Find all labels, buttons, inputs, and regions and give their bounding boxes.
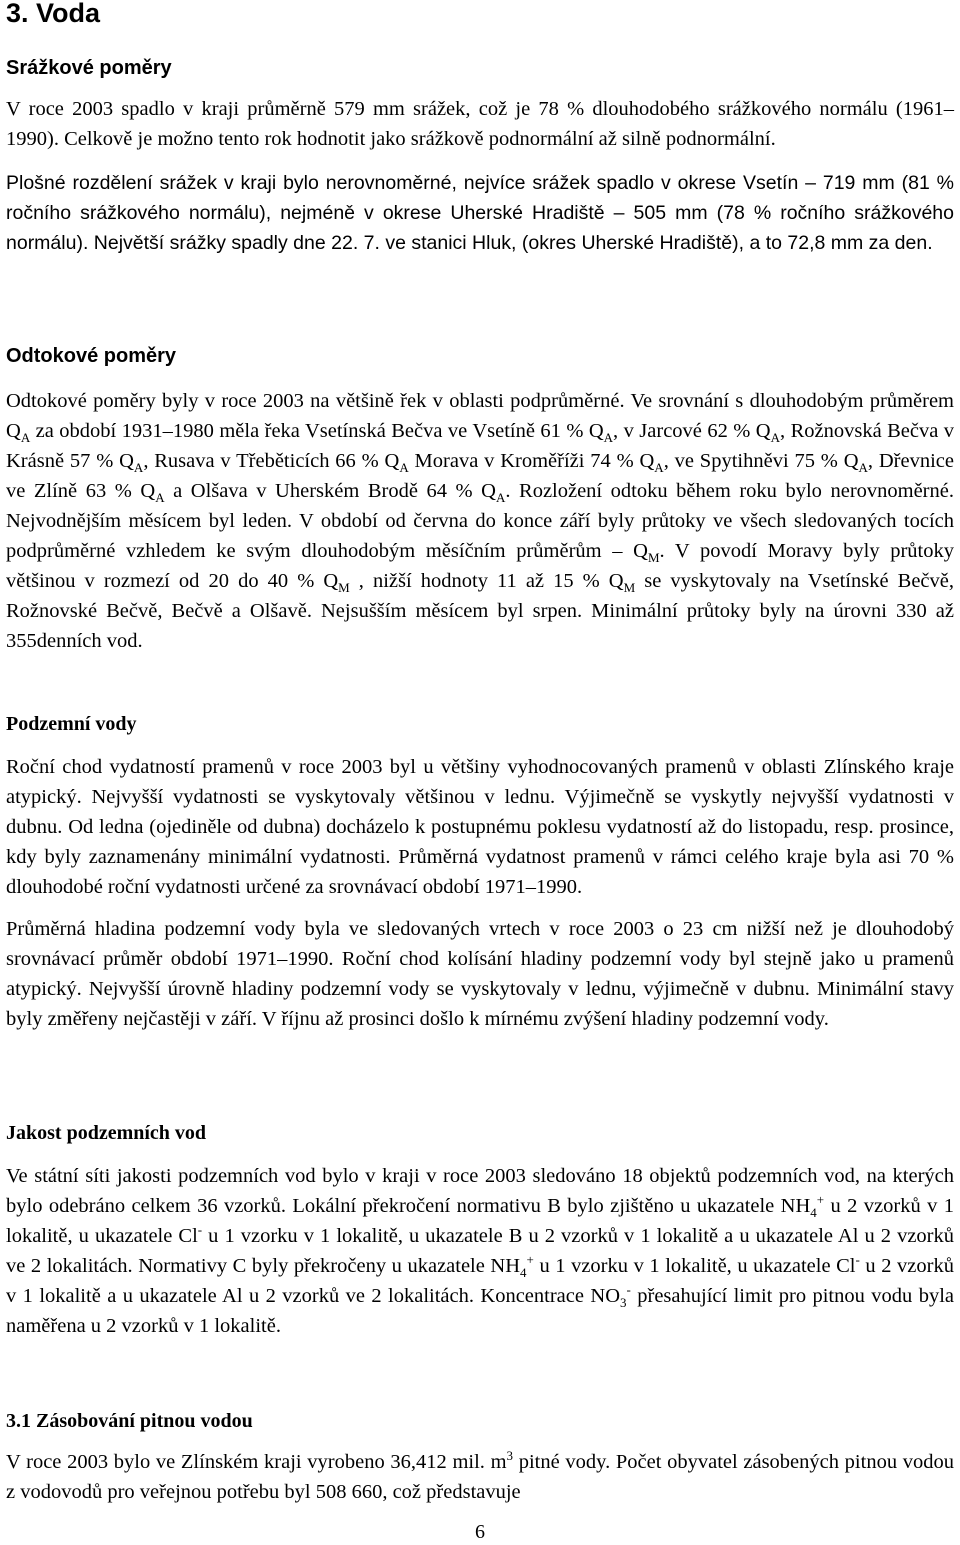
heading-precipitation: Srážkové poměry [6, 57, 172, 79]
heading-runoff: Odtokové poměry [6, 345, 177, 367]
section-drinking-water [6, 1409, 954, 1507]
paragraph-groundwater-1: Roční chod vydatností pramenů v roce 2003 byl u většiny vyhodnocovaných pramenů v oblasti Zlínského kraje atypický. Nejvyšší vydatnosti se vyskytovaly většinou v lednu. Výjimečně se vyskytly nejvyšší vydatnosti v dubnu. Od ledna (ojediněle od dubna) docházelo k postupnému poklesu vydatností až do listopadu, resp. prosince, kdy byly zaznamenány minimální vydatnosti. Průměrná vydatnost pramenů v rámci celého kraje byla asi 70 % dlouhodobé roční vydatnosti určené za srovnávací období 1971–1990. [6, 756, 954, 898]
paragraph-groundwater-quality: Ve státní síti jakosti podzemních vod bylo v kraji v roce 2003 sledováno 18 objektů podzemních vod, na kterých bylo odebráno celkem 36 vzorků. Lokální překročení normativu B bylo zjištěno u ukazatele $NH_4^+$ u 2 vzorků v 1 lokalitě, u ukazatele Cl- u 1 vzorku v 1 lokalitě, u ukazatele B u 2 vzorků v 1 lokalitě a u ukazatele Al u 2 vzorků ve 2 lokalitách. Normativy C byly překročeny u ukazatele $NH_4^+$ u 1 vzorku v 1 lokalitě, u ukazatele Cl- u 2 vzorků v 1 lokalitě a u ukazatele Al u 2 vzorků ve 2 lokalitách. Koncentrace $NO_3^-$ přesahující limit pro pitnou vodu byla naměřena u 2 vzorků v 1 lokalitě. [6, 1165, 954, 1337]
paragraph-groundwater-2: Průměrná hladina podzemní vody byla ve sledovaných vrtech v roce 2003 o 23 cm nižší než je dlouhodobý srovnávací průměr období 1971–1990. Roční chod kolísání hladiny podzemní vody byl stejně jako u pramenů atypický. Nejvyšší úrovně hladiny podzemní vody se vyskytovaly v lednu, výjimečně v dubnu. Minimální stavy byly změřeny nejčastěji v září. V říjnu až prosinci došlo k mírnému zvýšení hladiny podzemní vody. [6, 918, 954, 1030]
page-title: 3. Voda [6, 0, 101, 28]
section-precipitation [6, 56, 954, 258]
section-runoff [6, 344, 954, 656]
section-groundwater [6, 712, 954, 1034]
section-groundwater-quality [6, 1121, 954, 1341]
paragraph-runoff: Odtokové poměry byly v roce 2003 na většině řek v oblasti podprůměrné. Ve srovnání s dlouhodobým průměrem $Q_A$ za období 1931–1980 měla řeka Vsetínská Bečva ve Vsetíně 61 % $Q_A$, v Jarcové 62 % $Q_A$, Rožnovská Bečva v Krásně 57 % $Q_A$, Rusava v Třeběticích 66 % $Q_A$ Morava v Kroměříži 74 % $Q_A$, ve Spytihněvi 75 % $Q_A$, Dřevnice ve Zlíně 63 % $Q_A$ a Olšava v Uherském Brodě 64 % $Q_A$. Rozložení odtoku během roku bylo nerovnoměrné. Nejvodnějším měsícem byl leden. V období od června do konce září byly průtoky ve všech sledovaných tocích podprůměrné vzhledem ke svým dlouhodobým měsíčním průměrům – $Q_M$. V povodí Moravy byly průtoky většinou v rozmezí od 20 do 40 % $Q_M$ , nižší hodnoty 11 až 15 % $Q_M$ se vyskytovaly na Vsetínské Bečvě, Rožnovské Bečvě, Bečvě a Olšavě. Nejsušším měsícem byl srpen. Minimální průtoky byly na úrovni 330 až 355denních vod. [6, 390, 955, 652]
heading-drinking-water: 3.1 Zásobování pitnou vodou [6, 1410, 253, 1432]
heading-groundwater: Podzemní vody [6, 713, 137, 735]
paragraph-precipitation-2: Plošné rozdělení srážek v kraji bylo nerovnoměrné, nejvíce srážek spadlo v okrese Vsetín – 719 mm (81 % ročního srážkového normálu), nejméně v okrese Uherské Hradiště – 505 mm (78 % ročního srážkového normálu). Největší srážky spadly dne 22. 7. ve stanici Hluk, (okres Uherské Hradiště), a to 72,8 mm za den. [6, 172, 954, 254]
page-number: 6 [475, 1521, 485, 1543]
paragraph-drinking-water: V roce 2003 bylo ve Zlínském kraji vyrobeno 36,412 mil. $m^3$ pitné vody. Počet obyvatel zásobených pitnou vodou z vodovodů pro veřejnou potřebu byl 508 660, což představuje [6, 1448, 955, 1503]
paragraph-precipitation-1: V roce 2003 spadlo v kraji průměrně 579 mm srážek, což je 78 % dlouhodobého srážkového normálu (1961–1990). Celkově je možno tento rok hodnotit jako srážkově podnormální až silně podnormální. [6, 98, 954, 150]
heading-groundwater-quality: Jakost podzemních vod [6, 1122, 207, 1144]
